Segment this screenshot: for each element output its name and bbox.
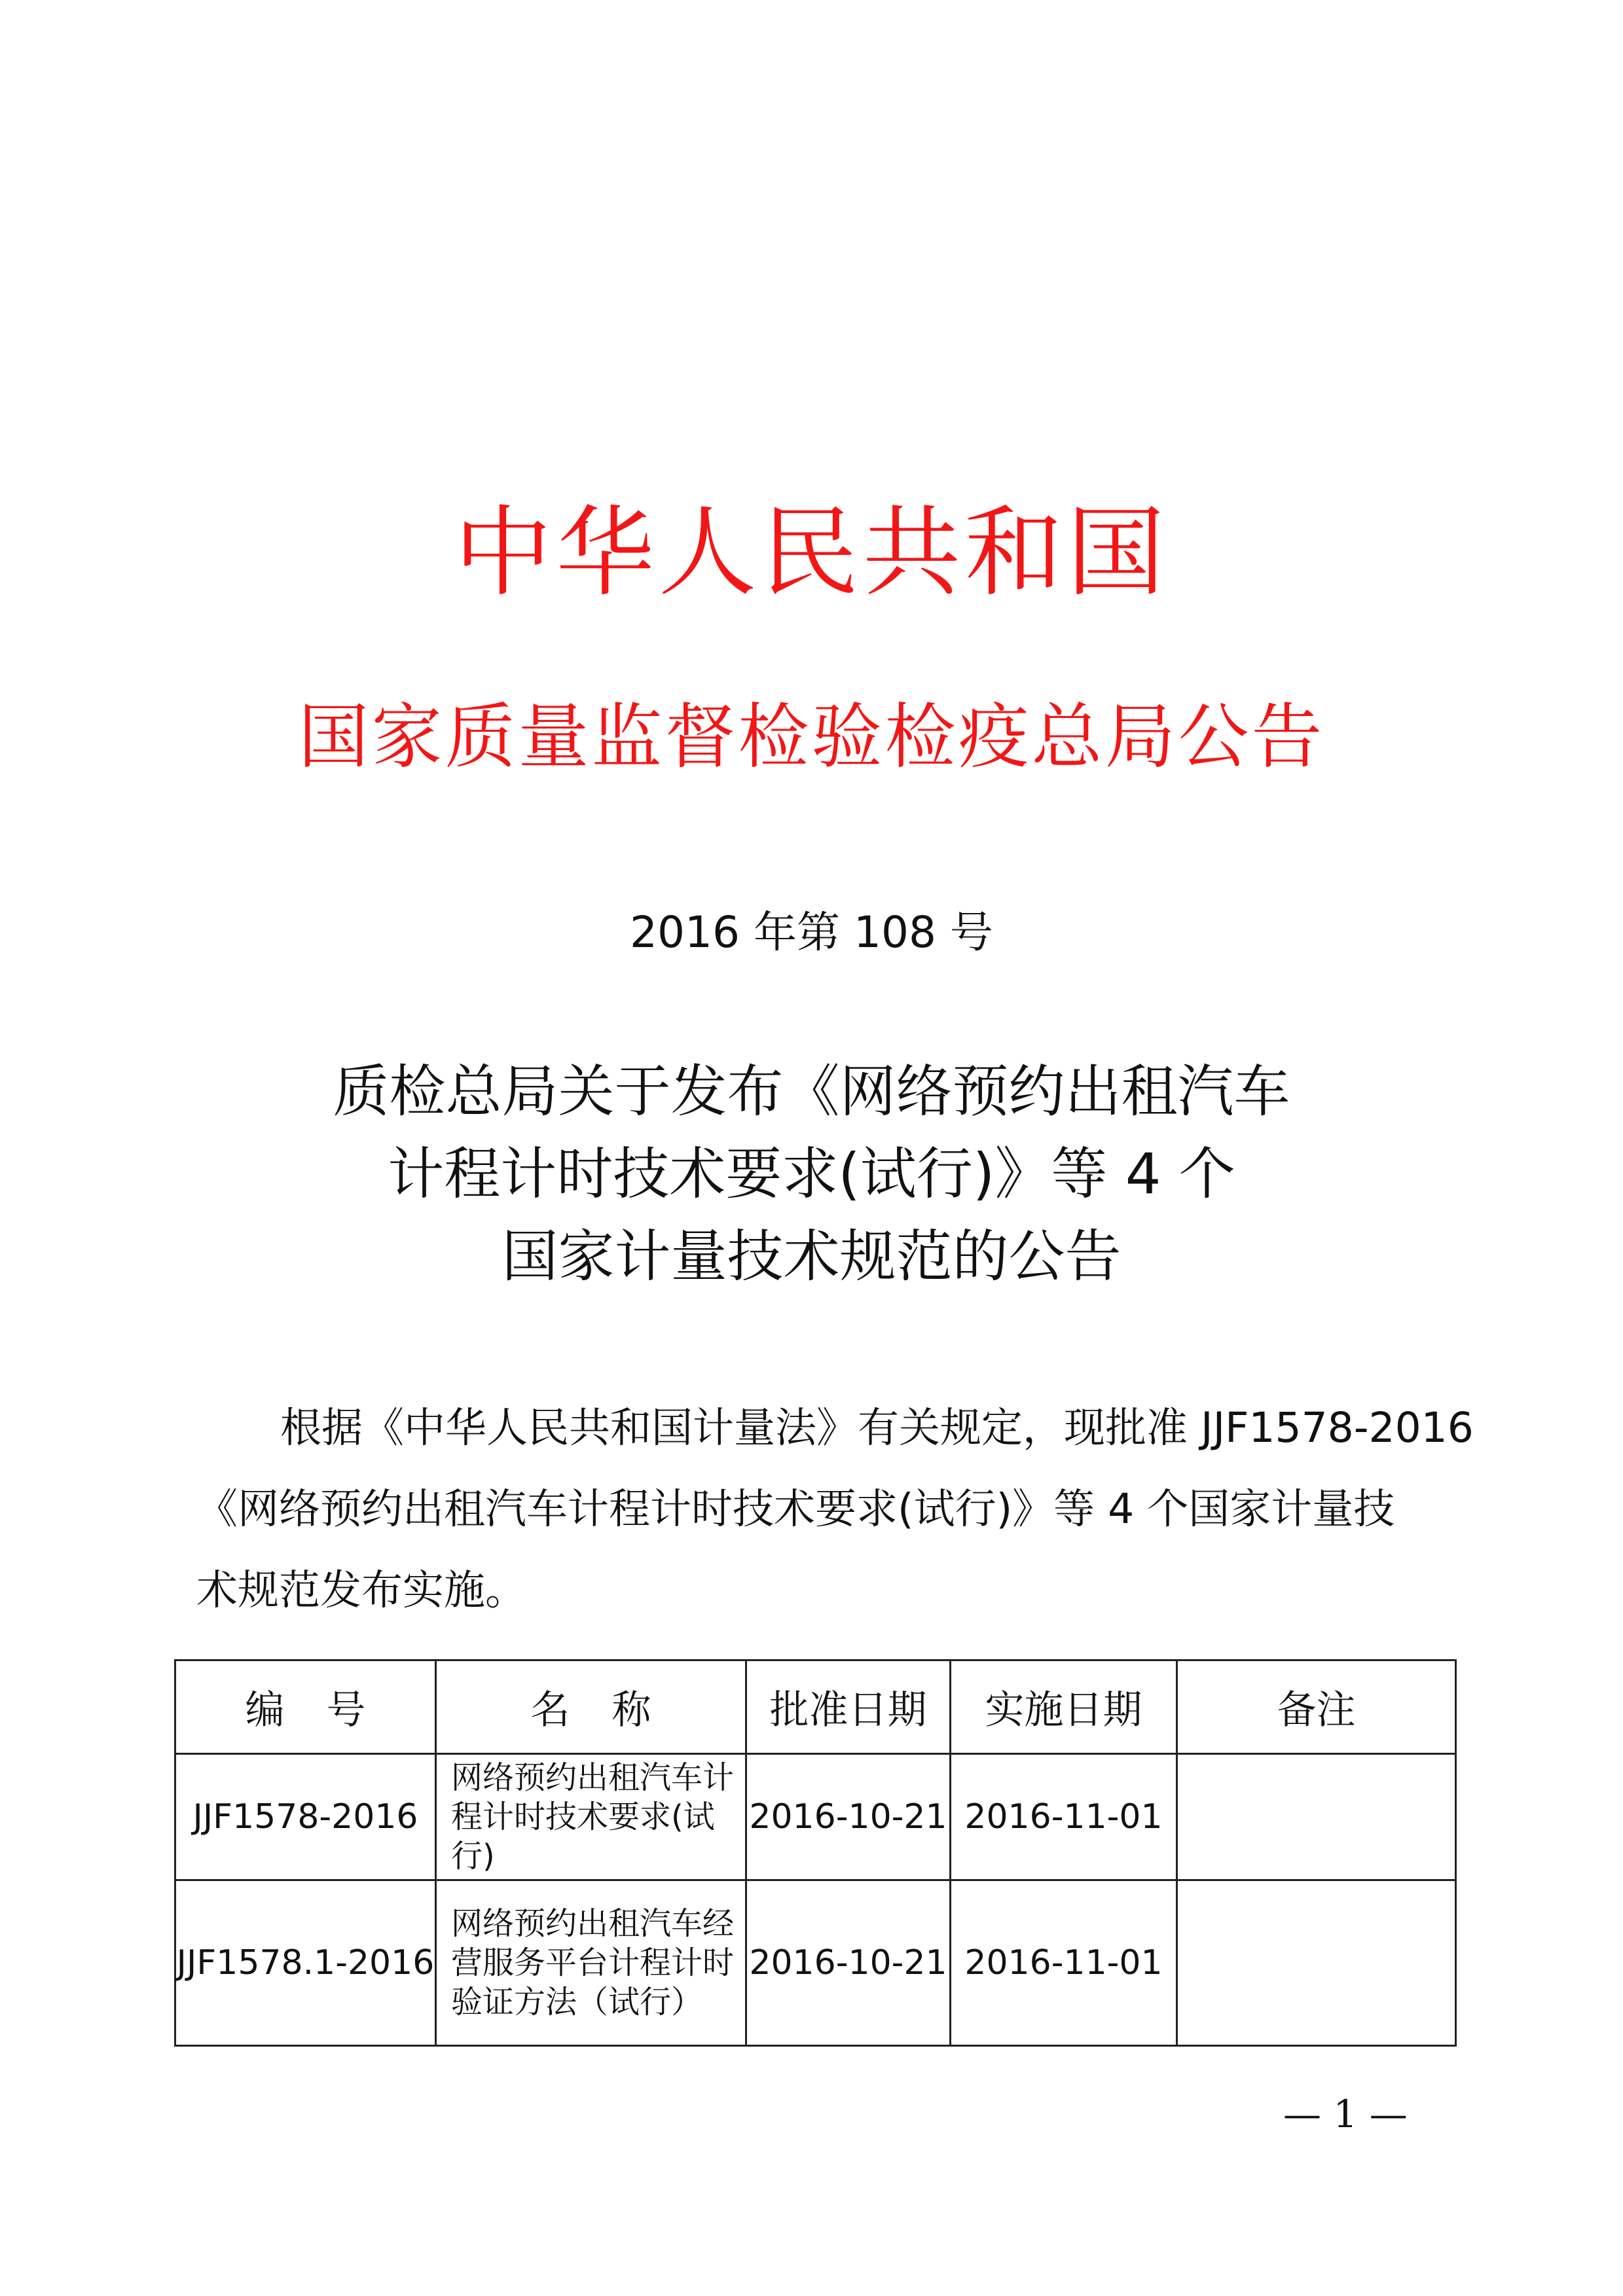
cell-remark bbox=[1177, 1880, 1456, 2046]
specification-table bbox=[174, 1659, 1457, 2047]
table-header-row bbox=[175, 1660, 1456, 1754]
cell-approval-date: 2016-10-21 bbox=[746, 1754, 951, 1880]
column-header-code: 编号 bbox=[175, 1660, 436, 1754]
body-line-1: 根据《中华人民共和国计量法》有关规定，现批准 JJF1578-2016 bbox=[280, 1404, 1474, 1452]
body-line-2: 《网络预约出租汽车计程计时技术要求(试行)》等 4 个国家计量技 bbox=[196, 1485, 1395, 1533]
column-header-name: 名称 bbox=[436, 1660, 746, 1754]
table-row bbox=[175, 1880, 1456, 2046]
document-number: 2016 年第 108 号 bbox=[630, 907, 993, 958]
column-header-remark: 备注 bbox=[1177, 1660, 1456, 1754]
title-line-3: 国家计量技术规范的公告 bbox=[501, 1224, 1122, 1289]
header-country-name: 中华人民共和国 bbox=[454, 496, 1169, 610]
cell-effective-date: 2016-11-01 bbox=[951, 1880, 1177, 2046]
cell-effective-date: 2016-11-01 bbox=[951, 1754, 1177, 1880]
cell-approval-date: 2016-10-21 bbox=[746, 1880, 951, 2046]
cell-name: 网络预约出租汽车计程计时技术要求(试行) bbox=[436, 1754, 746, 1880]
page-number: — 1 — bbox=[1283, 2092, 1408, 2136]
body-line-3: 术规范发布实施。 bbox=[196, 1566, 526, 1614]
cell-code: JJF1578-2016 bbox=[175, 1754, 436, 1880]
header-agency-announcement: 国家质量监督检验检疫总局公告 bbox=[298, 696, 1325, 778]
cell-remark bbox=[1177, 1754, 1456, 1880]
body-paragraph bbox=[196, 1388, 1474, 1631]
column-header-effective-date: 实施日期 bbox=[951, 1660, 1177, 1754]
title-line-1: 质检总局关于发布《网络预约出租汽车 bbox=[333, 1059, 1290, 1124]
column-header-approval-date: 批准日期 bbox=[746, 1660, 951, 1754]
announcement-title bbox=[0, 1050, 1623, 1298]
table-row bbox=[175, 1754, 1456, 1880]
cell-code: JJF1578.1-2016 bbox=[175, 1880, 436, 2046]
title-line-2: 计程计时技术要求(试行)》等 4 个 bbox=[388, 1141, 1235, 1207]
cell-name: 网络预约出租汽车经营服务平台计程计时验证方法（试行） bbox=[436, 1880, 746, 2046]
